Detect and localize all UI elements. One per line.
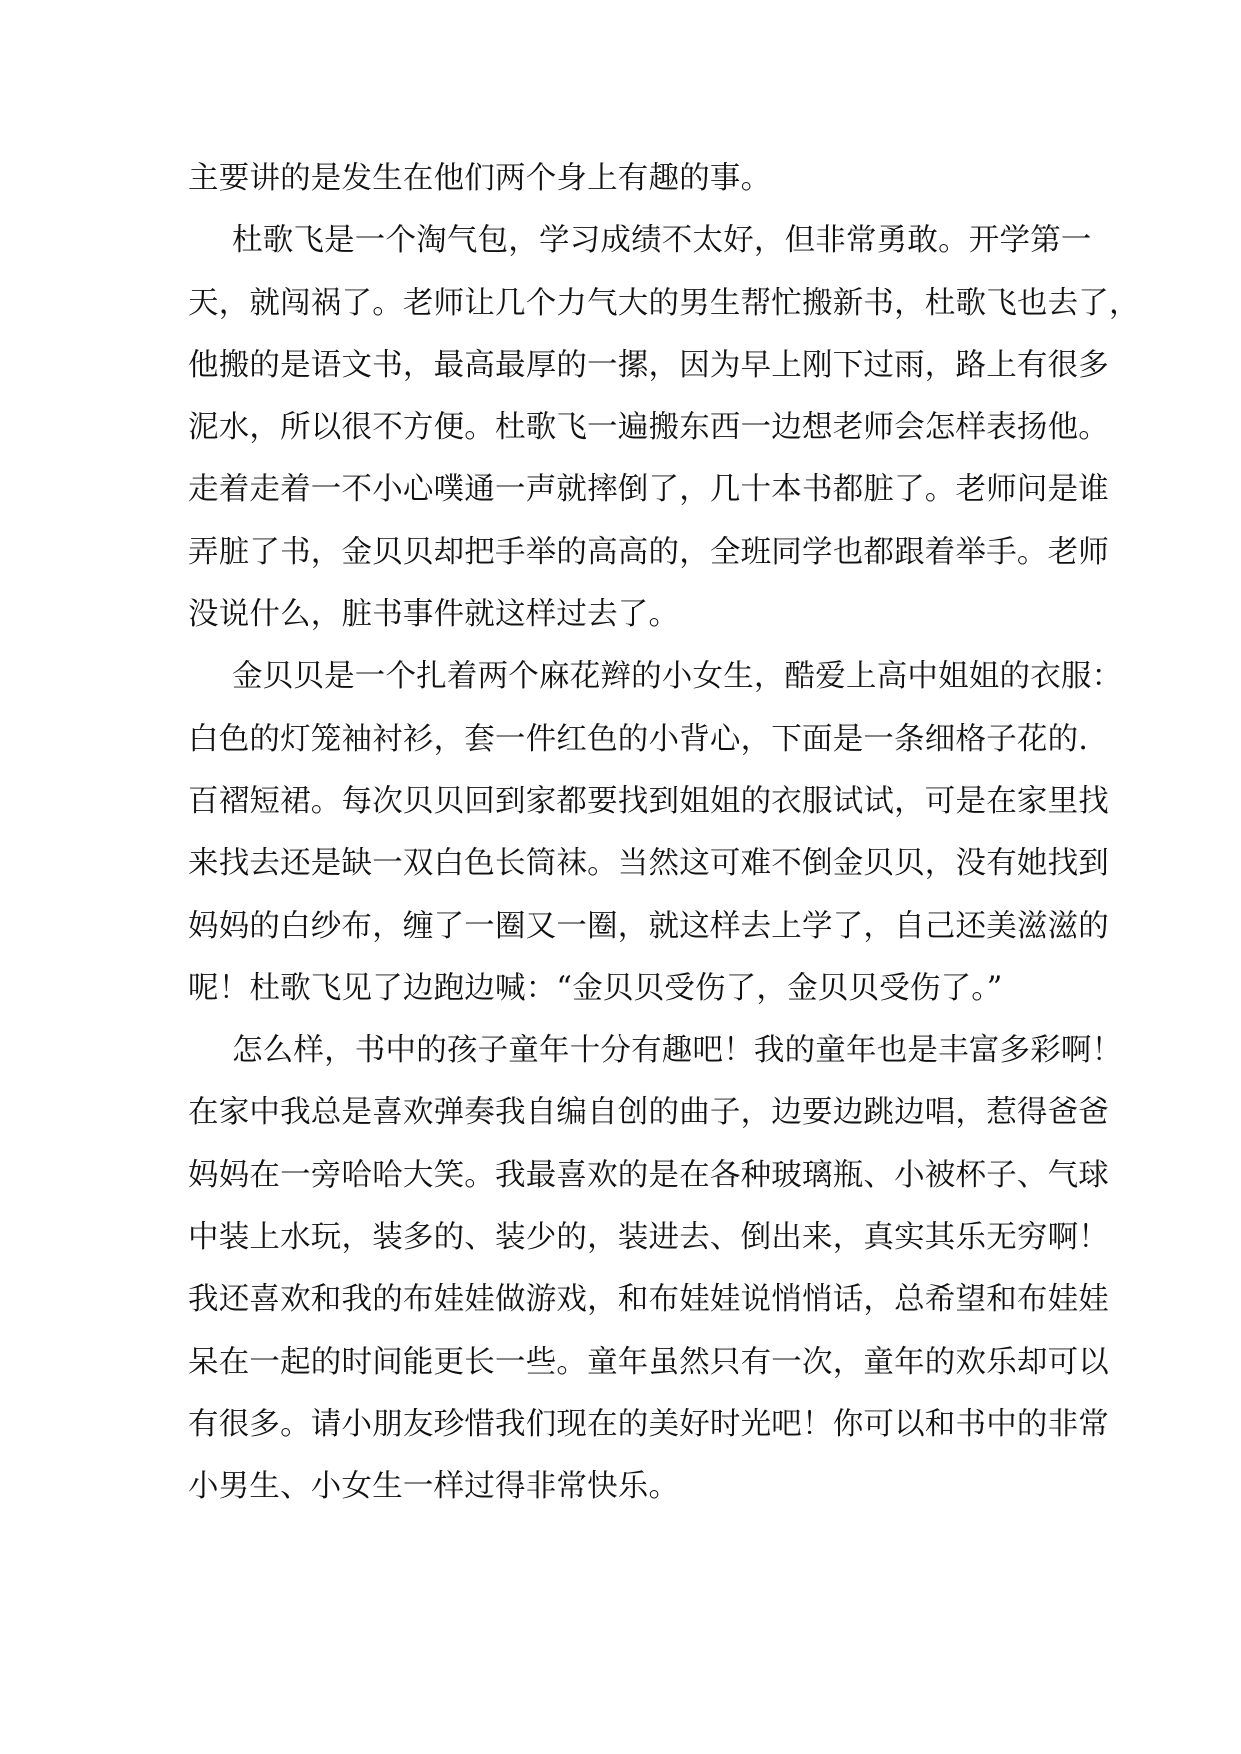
text-line: 呆在一起的时间能更长一些。童年虽然只有一次，童年的欢乐却可以: [188, 1344, 1109, 1380]
text-line: 呢！杜歌飞见了边跑边喊：“金贝贝受伤了，金贝贝受伤了。”: [188, 970, 1003, 1006]
text-line: 杜歌飞是一个淘气包，学习成绩不太好，但非常勇敢。开学第一: [232, 223, 1092, 259]
text-line: 没说什么，脏书事件就这样过去了。: [188, 597, 680, 633]
text-line: 怎么样，书中的孩子童年十分有趣吧！我的童年也是丰富多彩啊！: [232, 1033, 1123, 1069]
text-line: 弄脏了书，金贝贝却把手举的高高的，全班同学也都跟着举手。老师: [188, 534, 1109, 570]
text-line: 有很多。请小朋友珍惜我们现在的美好时光吧！你可以和书中的非常: [188, 1406, 1109, 1442]
text-line: 走着走着一不小心噗通一声就摔倒了，几十本书都脏了。老师问是谁: [188, 472, 1109, 508]
text-line: 小男生、小女生一样过得非常快乐。: [188, 1469, 680, 1505]
text-line: 泥水，所以很不方便。杜歌飞一遍搬东西一边想老师会怎样表扬他。: [188, 410, 1109, 446]
text-line: 金贝贝是一个扎着两个麻花辫的小女生，酷爱上高中姐姐的衣服：: [232, 659, 1123, 695]
text-line: 在家中我总是喜欢弹奏我自编自创的曲子，边要边跳边唱，惹得爸爸: [188, 1095, 1109, 1131]
text-line: 他搬的是语文书，最高最厚的一摞，因为早上刚下过雨，路上有很多: [188, 347, 1109, 383]
text-line: 来找去还是缺一双白色长筒袜。当然这可难不倒金贝贝，没有她找到: [188, 846, 1109, 882]
text-line: 主要讲的是发生在他们两个身上有趣的事。: [188, 161, 772, 196]
text-line: 妈妈的白纱布，缠了一圈又一圈，就这样去上学了，自己还美滋滋的: [188, 908, 1109, 944]
text-line: 中装上水玩，装多的、装少的，装进去、倒出来，真实其乐无穷啊！: [188, 1220, 1109, 1256]
text-line: 白色的灯笼袖衬衫，套一件红色的小背心，下面是一条细格子花的.: [188, 721, 1089, 757]
text-line: 百褶短裙。每次贝贝回到家都要找到姐姐的衣服试试，可是在家里找: [188, 783, 1109, 819]
text-line: 我还喜欢和我的布娃娃做游戏，和布娃娃说悄悄话，总希望和布娃娃: [188, 1282, 1109, 1318]
text-line: 妈妈在一旁哈哈大笑。我最喜欢的是在各种玻璃瓶、小被杯子、气球: [188, 1157, 1109, 1193]
text-line: 天，就闯祸了。老师让几个力气大的男生帮忙搬新书，杜歌飞也去了，: [188, 285, 1140, 321]
document-body: [188, 148, 1140, 1519]
